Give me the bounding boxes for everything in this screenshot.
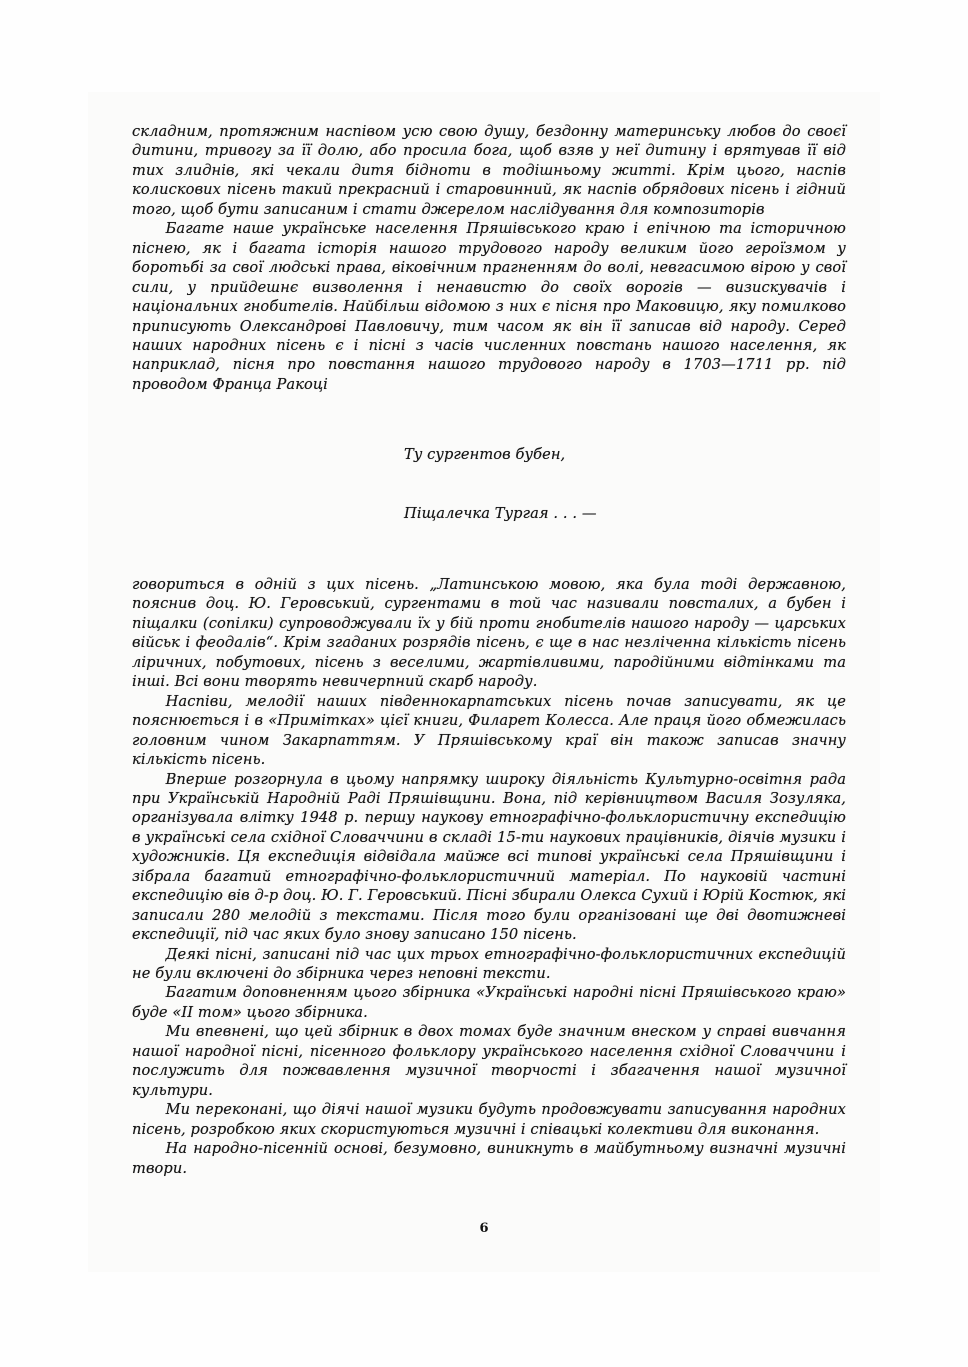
paragraph: складним, протяжним наспівом усю свою душу, бездонну материнську любов до своєї дитини, тривогу за її долю, або просила бога, щоб взяв у неї дитину і врятував її від тих злиднів, які чекали дитя бідноти в тодішньому житті. Крім цього, наспів колискових пісень такий прекрасний і старовинний, як наспів обрядових пісень і гідний того, щоб бути записаним і стати джерелом наслідування для композиторів [132, 123, 846, 218]
verse-line: Піщалечка Тургая . . . — [404, 504, 597, 522]
paragraph: Багатим доповненням цього збірника «Українські народні пісні Пряшівського краю» буде «II том» цього збірника. [132, 984, 846, 1021]
text-block [132, 122, 846, 1178]
paragraph: Ми впевнені, що цей збірник в двох томах буде значним внеском у справі вивчання нашої народної пісні, пісенного фольклору українського населення східної Словаччини і послужить для пожвавлення музичної творчості і збагачення нашої музичної культури. [132, 1023, 846, 1099]
paragraph: Наспіви, мелодії наших південнокарпатських пісень почав записувати, як це пояснюється і в «Примітках» цієї книги, Филарет Колесса. Але праця його обмежилась головним чином Закарпаттям. У Пряшівському краї він також записав значну кількість пісень. [132, 692, 846, 769]
paragraph: Вперше розгорнула в цьому напрямку широку діяльність Культурно-освітня рада при Українській Народній Раді Пряшівщини. Вона, під керівництвом Василя Зозуляка, організувала влітку 1948 р. першу наукову етнографічно-фольклористичну експедицію в українські села східної Словаччини в складі 15-ти наукових працівників, діячів музики і художників. Ця експедиція відвідала майже всі типові українські села Пряшівщини і зібрала багатий етнографічно-фольклористичний матеріал. По науковій частині експедицію вів д-р доц. Ю. Г. Геровський. Пісні збирали Олекса Сухий і Юрій Костюк, які записали 280 мелодій з текстами. Після того були організовані ще дві двотижневі експедиції, під час яких було знову записано 150 пісень. [132, 770, 846, 944]
paragraph: Ми переконані, що діячі нашої музики будуть продовжувати записування народних пісень, розробкою яких скористуються музичні і співацькі колективи для виконання. [132, 1101, 846, 1138]
verse-line: Ту сургентов бубен, [404, 446, 566, 464]
paragraph: На народно-пісенній основі, безумовно, виникнуть в майбутньому визначні музичні твори. [132, 1140, 846, 1177]
paragraph: говориться в одній з цих пісень. „Латинською мовою, яка була тоді державною, пояснив доц. Ю. Геровський, сургентами в той час називали повсталих, а бубен і піщалки (сопілки) супроводжували їх у бій проти гнобителів нашого народу — царських військ і феодалів“. Крім згаданих розрядів пісень, є ще в нас незліченна кількість пісень ліричних, побутових, пісень з веселими, жартівливими, пародійними відтінками та інші. Всі вони творять невичерпний скарб народу. [132, 575, 846, 691]
verse-quotation [404, 406, 846, 562]
page-number: 6 [479, 1221, 489, 1236]
paragraph: Багате наше українське населення Пряшівського краю і епічною та історичною піснею, як і багата історія нашого трудового народу великим його героїзмом у боротьбі за свої людські права, віковічним прагненням до волі, невгасимою вірою у свої сили, у прийдешнє визволення і ненавистю до своїх ворогів — визискувачів і національних гнобителів. Найбільш відомою з них є пісня про Маковицю, яку помилково приписують Олександрові Павловичу, тим часом як він її записав від народу. Серед наших народних пісень є і пісні з часів численних повстань нашого населення, як наприклад, пісня про повстання нашого трудового народу в 1703—1711 рр. під проводом Франца Ракоці [132, 220, 846, 393]
paragraph: Деякі пісні, записані під час цих трьох етнографічно-фольклористичних експедицій не були включені до збірника через неповні тексти. [132, 945, 846, 983]
